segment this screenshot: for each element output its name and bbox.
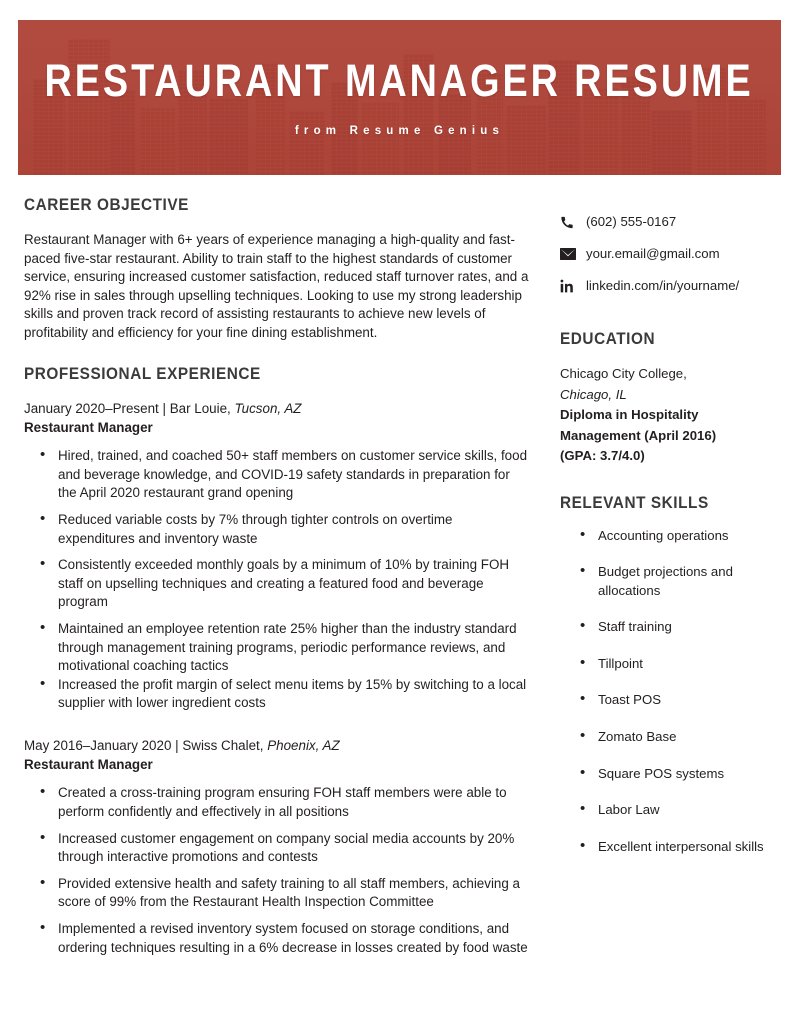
career-objective-section bbox=[24, 196, 530, 343]
job-title: Restaurant Manager bbox=[24, 420, 153, 436]
resume-header-banner bbox=[18, 20, 781, 175]
contact-info-list bbox=[560, 206, 780, 302]
skills-list bbox=[560, 527, 780, 857]
job-company: Swiss Chalet, bbox=[182, 737, 264, 753]
relevant-skills-section bbox=[560, 494, 780, 857]
job-location: Tucson, AZ bbox=[234, 400, 302, 416]
section-heading-career-objective: CAREER OBJECTIVE bbox=[24, 196, 189, 214]
email-address: your.email@gmail.com bbox=[586, 246, 720, 261]
section-heading-education: EDUCATION bbox=[560, 330, 656, 348]
job-title: Restaurant Manager bbox=[24, 757, 153, 773]
job-bullet-list bbox=[24, 447, 530, 713]
job-location: Phoenix, AZ bbox=[267, 737, 340, 753]
list-item: • Provided extensive health and safety training to all staff members, achieving a score of 99% from the Restaurant Health Inspection Committee bbox=[24, 875, 530, 912]
list-item: • Tillpoint bbox=[560, 655, 780, 674]
phone-number: (602) 555-0167 bbox=[586, 214, 677, 229]
experience-entry bbox=[24, 400, 530, 713]
list-item: • Increased customer engagement on company social media accounts by 20% through interactive promotions and contests bbox=[24, 830, 530, 867]
list-item: • Labor Law bbox=[560, 801, 780, 820]
job-meta-line bbox=[24, 737, 530, 756]
degree-line-2: Management (April 2016) bbox=[560, 427, 717, 443]
job-dates: May 2016–January 2020 bbox=[24, 737, 172, 753]
right-column bbox=[560, 196, 780, 874]
page-title: RESTAURANT MANAGER RESUME bbox=[44, 55, 755, 106]
list-item: • Excellent interpersonal skills bbox=[560, 838, 780, 857]
job-bullet-list bbox=[24, 784, 530, 957]
career-objective-text: Restaurant Manager with 6+ years of experience managing a high-quality and fast-paced five-star restaurant. Ability to train staff to the highest standards of customer service, ensuring increased customer satisfaction, reduced staff turnover rates, and a 92% rise in sales through upselling techniques. Looking to use my strong leadership skills and proven track record of assisting restaurants to achieve new levels of profitability and efficiency for your fine dining establishment. bbox=[24, 232, 529, 340]
contact-row-linkedin bbox=[560, 270, 780, 302]
professional-experience-section bbox=[24, 365, 530, 958]
contact-row-phone bbox=[560, 206, 780, 238]
education-entry bbox=[560, 364, 780, 467]
list-item: • Square POS systems bbox=[560, 765, 780, 784]
list-item: • Hired, trained, and coached 50+ staff members on customer service skills, food and beverage knowledge, and COVID-19 safety standards in preparation for the April 2020 restaurant grand opening bbox=[24, 447, 530, 503]
section-heading-professional-experience: PROFESSIONAL EXPERIENCE bbox=[24, 364, 261, 383]
school-location: Chicago, IL bbox=[560, 386, 627, 402]
list-item: • Toast POS bbox=[560, 691, 780, 710]
linkedin-icon bbox=[560, 279, 586, 293]
list-item: • Accounting operations bbox=[560, 527, 780, 546]
list-item: • Consistently exceeded monthly goals by a minimum of 10% by training FOH staff on upselling techniques and creating a featured food and beverage program bbox=[24, 556, 530, 612]
section-heading-relevant-skills: RELEVANT SKILLS bbox=[560, 493, 709, 512]
gpa-value: (GPA: 3.7/4.0) bbox=[560, 448, 645, 463]
left-column bbox=[24, 196, 530, 957]
list-item: • Created a cross-training program ensuring FOH staff members were able to perform confidently and effectively in all positions bbox=[24, 784, 530, 821]
page-subtitle: from Resume Genius bbox=[294, 125, 505, 137]
degree-line-1: Diploma in Hospitality bbox=[560, 407, 699, 422]
envelope-icon bbox=[560, 248, 586, 260]
job-company: Bar Louie, bbox=[169, 400, 231, 416]
job-meta-line bbox=[24, 400, 530, 419]
list-item: • Budget projections and allocations bbox=[560, 563, 780, 600]
list-item: • Staff training bbox=[560, 618, 780, 637]
phone-icon bbox=[560, 215, 586, 230]
list-item: • Maintained an employee retention rate 25% higher than the industry standard through management training programs, periodic performance reviews, and motivational coaching tactics bbox=[24, 620, 530, 676]
job-meta-separator: | bbox=[162, 400, 166, 416]
linkedin-url: linkedin.com/in/yourname/ bbox=[586, 278, 740, 293]
experience-entry bbox=[24, 737, 530, 957]
school-name: Chicago City College, bbox=[560, 366, 687, 381]
job-meta-separator: | bbox=[175, 737, 179, 753]
list-item: • Increased the profit margin of select menu items by 15% by switching to a local supplier with lower ingredient costs bbox=[24, 676, 530, 713]
list-item: • Implemented a revised inventory system focused on storage conditions, and ordering techniques resulting in a 6% decrease in losses created by food waste bbox=[24, 920, 530, 957]
list-item: • Zomato Base bbox=[560, 728, 780, 747]
contact-row-email bbox=[560, 238, 780, 270]
education-section bbox=[560, 330, 780, 467]
list-item: • Reduced variable costs by 7% through tighter controls on overtime expenditures and inventory waste bbox=[24, 511, 530, 548]
job-dates: January 2020–Present bbox=[24, 400, 159, 416]
